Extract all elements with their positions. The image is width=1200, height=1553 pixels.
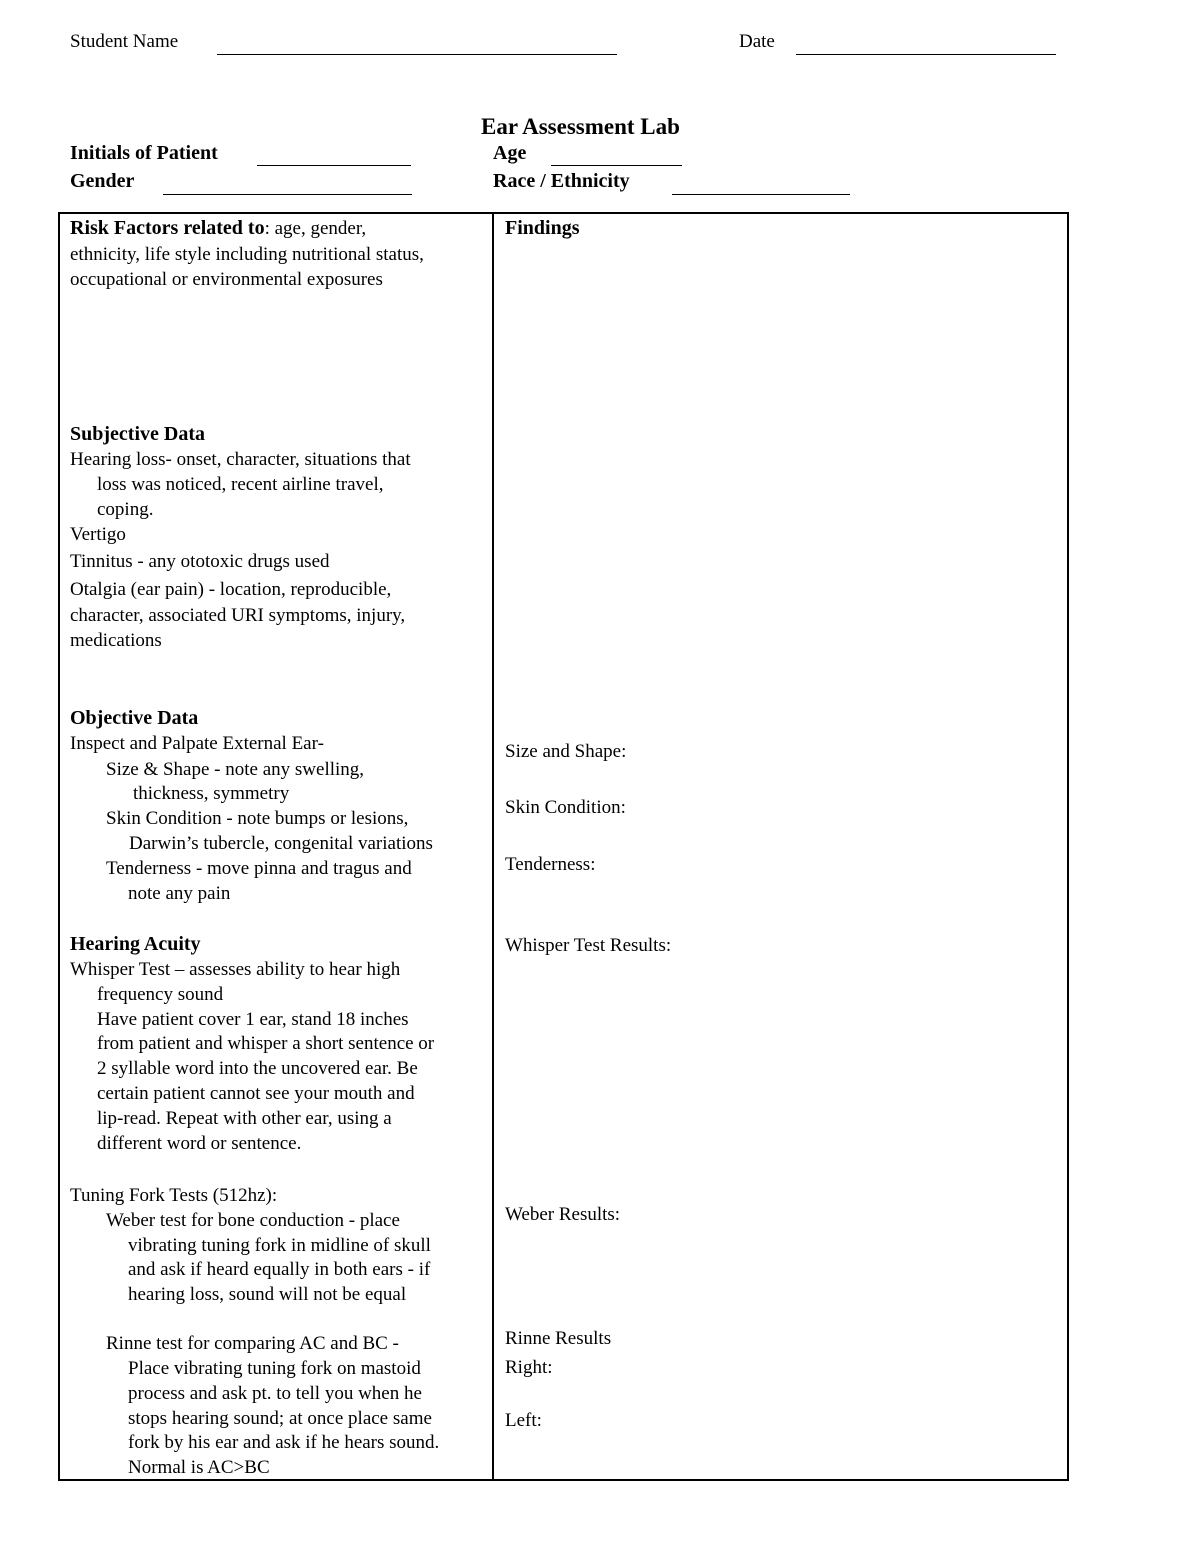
student-name-field[interactable] xyxy=(217,54,617,55)
page-title: Ear Assessment Lab xyxy=(481,114,680,139)
subjective-line: Vertigo xyxy=(70,524,126,545)
tuning-fork-title: Tuning Fork Tests (512hz): xyxy=(70,1185,278,1206)
rinne-line: Normal is AC>BC xyxy=(128,1457,270,1478)
race-field[interactable] xyxy=(672,194,850,195)
risk-factors-heading: Risk Factors related to xyxy=(70,217,265,239)
rinne-line: Place vibrating tuning fork on mastoid xyxy=(128,1358,421,1379)
subjective-line: loss was noticed, recent airline travel, xyxy=(97,474,384,495)
objective-line: Skin Condition - note bumps or lesions, xyxy=(106,808,409,829)
subjective-line: medications xyxy=(70,630,162,651)
objective-line: thickness, symmetry xyxy=(133,783,290,804)
risk-factors-line-1 xyxy=(70,216,366,241)
weber-line: vibrating tuning fork in midline of skull xyxy=(128,1235,431,1256)
date-label: Date xyxy=(739,31,775,52)
hearing-line: 2 syllable word into the uncovered ear. Be xyxy=(97,1058,418,1079)
gender-label: Gender xyxy=(70,170,135,192)
risk-factors-text: : age, gender, xyxy=(264,218,367,239)
whisper-test-finding: Whisper Test Results: xyxy=(505,935,672,956)
race-label: Race / Ethnicity xyxy=(493,170,630,192)
rinne-line: stops hearing sound; at once place same xyxy=(128,1408,432,1429)
subjective-line: Hearing loss- onset, character, situations that xyxy=(70,449,411,470)
tenderness-finding: Tenderness: xyxy=(505,854,596,875)
hearing-line: Whisper Test – assesses ability to hear high xyxy=(70,959,401,980)
weber-line: hearing loss, sound will not be equal xyxy=(128,1284,407,1305)
subjective-heading: Subjective Data xyxy=(70,423,205,445)
initials-label: Initials of Patient xyxy=(70,142,218,164)
rinne-line: fork by his ear and ask if he hears sound. xyxy=(128,1432,440,1453)
findings-heading: Findings xyxy=(505,217,580,239)
weber-line: and ask if heard equally in both ears - if xyxy=(128,1259,431,1280)
hearing-line: Have patient cover 1 ear, stand 18 inches xyxy=(97,1009,409,1030)
age-label: Age xyxy=(493,142,527,164)
objective-line: Tenderness - move pinna and tragus and xyxy=(106,858,412,879)
hearing-line: lip-read. Repeat with other ear, using a xyxy=(97,1108,392,1129)
hearing-line: different word or sentence. xyxy=(97,1133,302,1154)
rinne-line: process and ask pt. to tell you when he xyxy=(128,1383,422,1404)
date-field[interactable] xyxy=(796,54,1056,55)
objective-line: Darwin’s tubercle, congenital variations xyxy=(129,833,433,854)
subjective-line: coping. xyxy=(97,499,154,520)
initials-field[interactable] xyxy=(257,165,411,166)
objective-line: note any pain xyxy=(128,883,231,904)
risk-factors-line-2: ethnicity, life style including nutritional status, xyxy=(70,244,424,265)
objective-line: Inspect and Palpate External Ear- xyxy=(70,733,324,754)
age-field[interactable] xyxy=(551,165,682,166)
column-divider xyxy=(492,212,494,1481)
weber-finding: Weber Results: xyxy=(505,1204,621,1225)
gender-field[interactable] xyxy=(163,194,412,195)
subjective-line: Otalgia (ear pain) - location, reproducible, xyxy=(70,579,392,600)
rinne-finding: Rinne Results xyxy=(505,1328,612,1349)
size-shape-finding: Size and Shape: xyxy=(505,741,627,762)
rinne-line: Rinne test for comparing AC and BC - xyxy=(106,1333,399,1354)
hearing-line: from patient and whisper a short sentence or xyxy=(97,1033,435,1054)
subjective-line: character, associated URI symptoms, injury, xyxy=(70,605,406,626)
hearing-line: certain patient cannot see your mouth and xyxy=(97,1083,415,1104)
hearing-line: frequency sound xyxy=(97,984,224,1005)
objective-line: Size & Shape - note any swelling, xyxy=(106,759,365,780)
hearing-acuity-heading: Hearing Acuity xyxy=(70,933,201,955)
rinne-right-label: Right: xyxy=(505,1357,553,1378)
subjective-line: Tinnitus - any ototoxic drugs used xyxy=(70,551,330,572)
objective-heading: Objective Data xyxy=(70,707,199,729)
rinne-left-label: Left: xyxy=(505,1410,542,1431)
student-name-label: Student Name xyxy=(70,31,179,52)
risk-factors-line-3: occupational or environmental exposures xyxy=(70,269,383,290)
skin-condition-finding: Skin Condition: xyxy=(505,797,626,818)
weber-line: Weber test for bone conduction - place xyxy=(106,1210,400,1231)
